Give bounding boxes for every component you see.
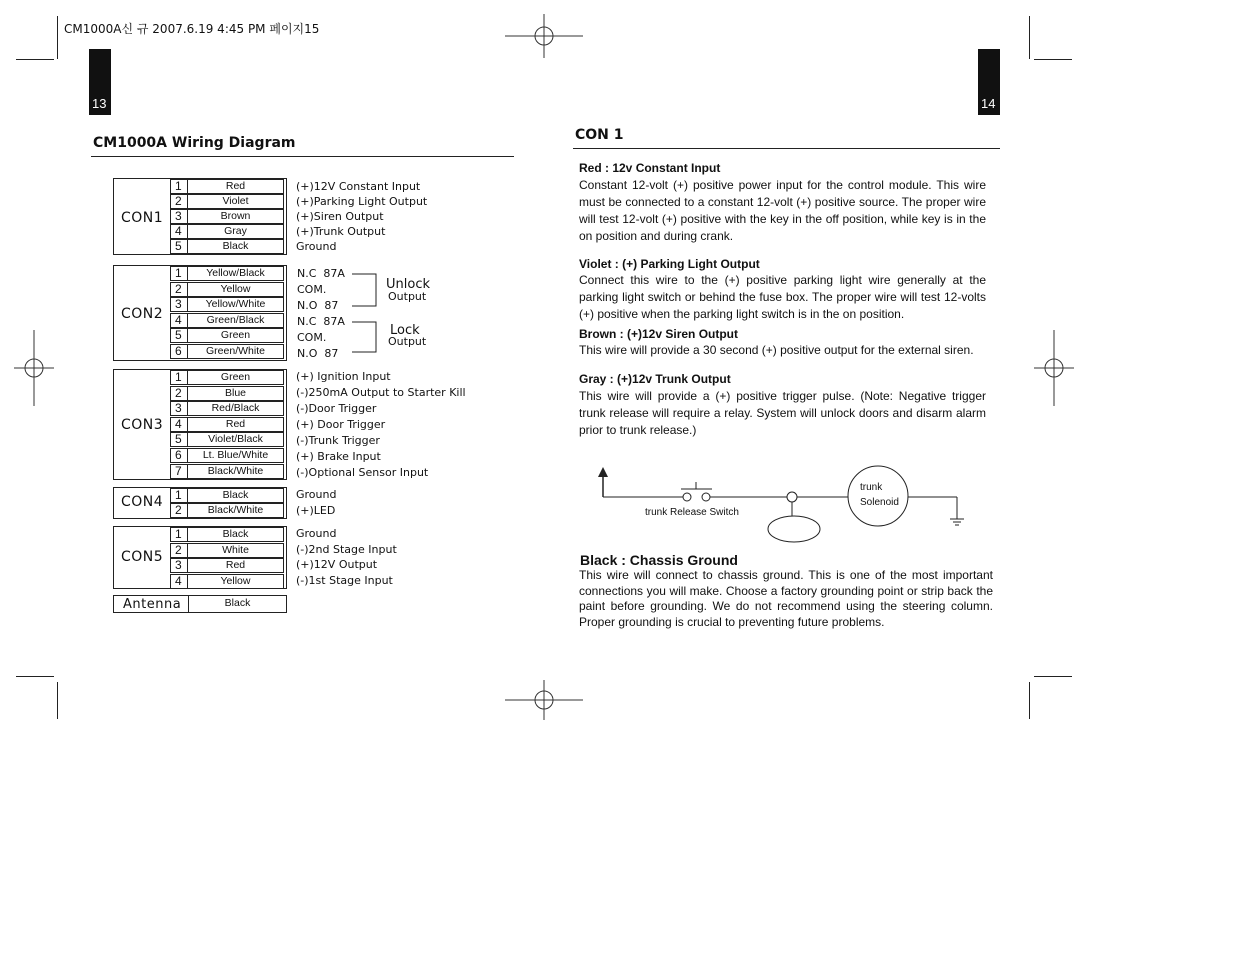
wire-function: (+)12V Constant Input	[296, 180, 421, 193]
connector-label: CON5	[121, 549, 164, 565]
wire-color: Green/Black	[188, 313, 284, 328]
solenoid-label: Solenoid	[860, 497, 899, 508]
wire-function: (+) Door Trigger	[296, 418, 386, 431]
wire-function: (+) Ignition Input	[296, 370, 391, 383]
pin-row	[170, 328, 284, 343]
pin-row	[170, 239, 284, 254]
wire-function: (-)Door Trigger	[296, 402, 377, 415]
wire-function: (-)1st Stage Input	[296, 574, 393, 587]
connector-con5	[113, 526, 287, 589]
wire-color: White	[188, 543, 284, 558]
wire-color: Gray	[188, 224, 284, 239]
pin-row	[170, 503, 284, 518]
section-body: Constant 12-volt (+) positive power input for the control module. This wire must be connected to a constant 12-volt (+) positive source. The proper wire will test 12-volt (+) positive with the key in the off position, while key is in the on position and during crank.	[579, 178, 986, 243]
wire-color: Yellow/White	[188, 297, 284, 312]
connector-label: CON2	[121, 306, 164, 322]
pin-row	[170, 194, 284, 209]
connector-con2	[113, 265, 287, 361]
pin-row	[170, 488, 284, 503]
wire-function: Ground	[296, 527, 337, 540]
section-body: This wire will provide a (+) positive trigger pulse. (Note: Negative trigger trunk release will require a relay. System will unlock doors and disarm alarm prior to trunk release.)	[579, 389, 986, 437]
pin-number: 6	[170, 344, 188, 359]
title-underline	[573, 148, 1000, 149]
section-body: Connect this wire to the (+) positive parking light wire generally at the parking light switch or behind the fuse box. The proper wire will test 12-volts (+) positive when the parking light switch is in the on position.	[579, 273, 986, 321]
relay-unlock-sub: Output	[388, 290, 427, 303]
pin-row	[170, 370, 284, 385]
wire-color: Yellow/Black	[188, 266, 284, 281]
wire-color: Red/Black	[188, 401, 284, 416]
wire-color: Red	[188, 417, 284, 432]
pin-row	[170, 313, 284, 328]
relay-lock-sub: Output	[388, 335, 427, 348]
relay-contact: COM.	[297, 283, 327, 296]
wire-function: (-)250mA Output to Starter Kill	[296, 386, 466, 399]
ground-icon	[950, 497, 964, 525]
registration-mark-icon	[505, 14, 585, 58]
switch-icon	[681, 482, 712, 501]
trunk-wiring-diagram	[595, 465, 975, 547]
pin-row	[170, 464, 284, 479]
pin-number: 3	[170, 209, 188, 224]
wire-function: Ground	[296, 240, 337, 253]
pin-number: 4	[170, 313, 188, 328]
relay-unlock-name: Unlock	[386, 277, 430, 292]
antenna-connector	[113, 595, 287, 613]
solenoid-label: trunk	[860, 482, 883, 493]
pin-row	[170, 558, 284, 573]
pin-number: 1	[170, 488, 188, 503]
pin-row	[170, 282, 284, 297]
section-heading: Violet : (+) Parking Light Output	[579, 257, 760, 271]
wire-color: Green	[188, 328, 284, 343]
connector-label: CON1	[121, 210, 164, 226]
wire-function: Ground	[296, 488, 337, 501]
pin-row	[170, 448, 284, 463]
connector-con4	[113, 487, 287, 519]
arrow-up-icon	[598, 467, 608, 497]
pin-number: 3	[170, 401, 188, 416]
pin-number: 1	[170, 179, 188, 194]
pin-number: 2	[170, 194, 188, 209]
pin-row	[170, 179, 284, 194]
title-underline	[91, 156, 514, 157]
wire-function: (+)12V Output	[296, 558, 378, 571]
pin-number: 3	[170, 558, 188, 573]
pin-number: 2	[170, 282, 188, 297]
pin-number: 4	[170, 417, 188, 432]
wire-color: Blue	[188, 386, 284, 401]
pin-row	[170, 297, 284, 312]
pin-number: 4	[170, 574, 188, 589]
wire-color: Violet	[188, 194, 284, 209]
pin-row	[170, 543, 284, 558]
pin-row	[170, 417, 284, 432]
antenna-label: Antenna	[123, 597, 182, 612]
wire-function: (-)Trunk Trigger	[296, 434, 380, 447]
wire-function: (+)Trunk Output	[296, 225, 386, 238]
connector-label: CON3	[121, 417, 164, 433]
wire-color: Red	[188, 558, 284, 573]
section-title: CON 1	[575, 127, 624, 143]
wire-color: Black/White	[188, 464, 284, 479]
relay-contact: N.O 87	[297, 347, 339, 360]
page-number: 14	[981, 96, 996, 111]
relay-lock-name: Lock	[390, 323, 420, 338]
page-number: 13	[92, 96, 107, 111]
pin-row	[170, 224, 284, 239]
section-body: This wire will connect to chassis ground. This is one of the most important connections you will make. Choose a factory grounding point or strip back the paint before grounding. We do not recommend using the steering column. Proper grounding is crucial to preventing future problems.	[579, 568, 993, 629]
wire-color: Violet/Black	[188, 432, 284, 447]
pin-row	[170, 401, 284, 416]
pin-row	[170, 266, 284, 281]
wire-function: (-)2nd Stage Input	[296, 543, 397, 556]
wire-color: Yellow	[188, 574, 284, 589]
pin-number: 1	[170, 266, 188, 281]
pin-number: 1	[170, 370, 188, 385]
pin-number: 5	[170, 328, 188, 343]
relay-contact: N.C 87A	[297, 267, 345, 280]
print-header: CM1000A신 규 2007.6.19 4:45 PM 페이지15	[64, 22, 320, 36]
pin-row	[170, 527, 284, 542]
pin-number: 2	[170, 503, 188, 518]
pin-row	[170, 209, 284, 224]
wire-color: Black	[188, 239, 284, 254]
pin-number: 7	[170, 464, 188, 479]
section-heading: Black : Chassis Ground	[580, 552, 738, 568]
wire-color: Black	[188, 488, 284, 503]
pin-number: 4	[170, 224, 188, 239]
pin-number: 2	[170, 543, 188, 558]
wire-color: Brown	[188, 209, 284, 224]
pin-row	[170, 574, 284, 589]
pin-row	[170, 432, 284, 447]
page-number-tab	[978, 49, 1000, 115]
wire-color: Red	[188, 179, 284, 194]
section-heading: Red : 12v Constant Input	[579, 161, 721, 175]
registration-mark-icon	[1034, 330, 1074, 406]
pin-number: 2	[170, 386, 188, 401]
relay-contact: N.C 87A	[297, 315, 345, 328]
pin-number: 3	[170, 297, 188, 312]
section-heading: Gray : (+)12v Trunk Output	[579, 372, 731, 386]
wire-color: Black/White	[188, 503, 284, 518]
connector-label: CON4	[121, 494, 164, 510]
relay-contact: COM.	[297, 331, 327, 344]
registration-mark-icon	[505, 680, 585, 720]
wire-function: (-)Optional Sensor Input	[296, 466, 429, 479]
relay-bracket-icon	[350, 270, 380, 360]
wire-color: Green/White	[188, 344, 284, 359]
pin-row	[170, 344, 284, 359]
wire-function: (+)Parking Light Output	[296, 195, 428, 208]
wire-function: (+)Siren Output	[296, 210, 384, 223]
wire-function: (+)LED	[296, 504, 336, 517]
pin-number: 1	[170, 527, 188, 542]
pin-number: 6	[170, 448, 188, 463]
wire-color: Yellow	[188, 282, 284, 297]
wire-color: Green	[188, 370, 284, 385]
wire-color: Lt. Blue/White	[188, 448, 284, 463]
wire-color: Black	[188, 595, 286, 613]
switch-label: trunk Release Switch	[645, 507, 739, 518]
connector-con3	[113, 369, 287, 480]
page-number-tab	[89, 49, 111, 115]
connector-con1	[113, 178, 287, 255]
section-heading: Brown : (+)12v Siren Output	[579, 327, 739, 341]
section-body: This wire will provide a 30 second (+) positive output for the external siren.	[579, 343, 974, 357]
wire-color: Black	[188, 527, 284, 542]
registration-mark-icon	[14, 330, 54, 406]
relay-contact: N.O 87	[297, 299, 339, 312]
pin-row	[170, 386, 284, 401]
pin-number: 5	[170, 239, 188, 254]
wire-function: (+) Brake Input	[296, 450, 381, 463]
pin-number: 5	[170, 432, 188, 447]
page-title: CM1000A Wiring Diagram	[93, 135, 296, 151]
